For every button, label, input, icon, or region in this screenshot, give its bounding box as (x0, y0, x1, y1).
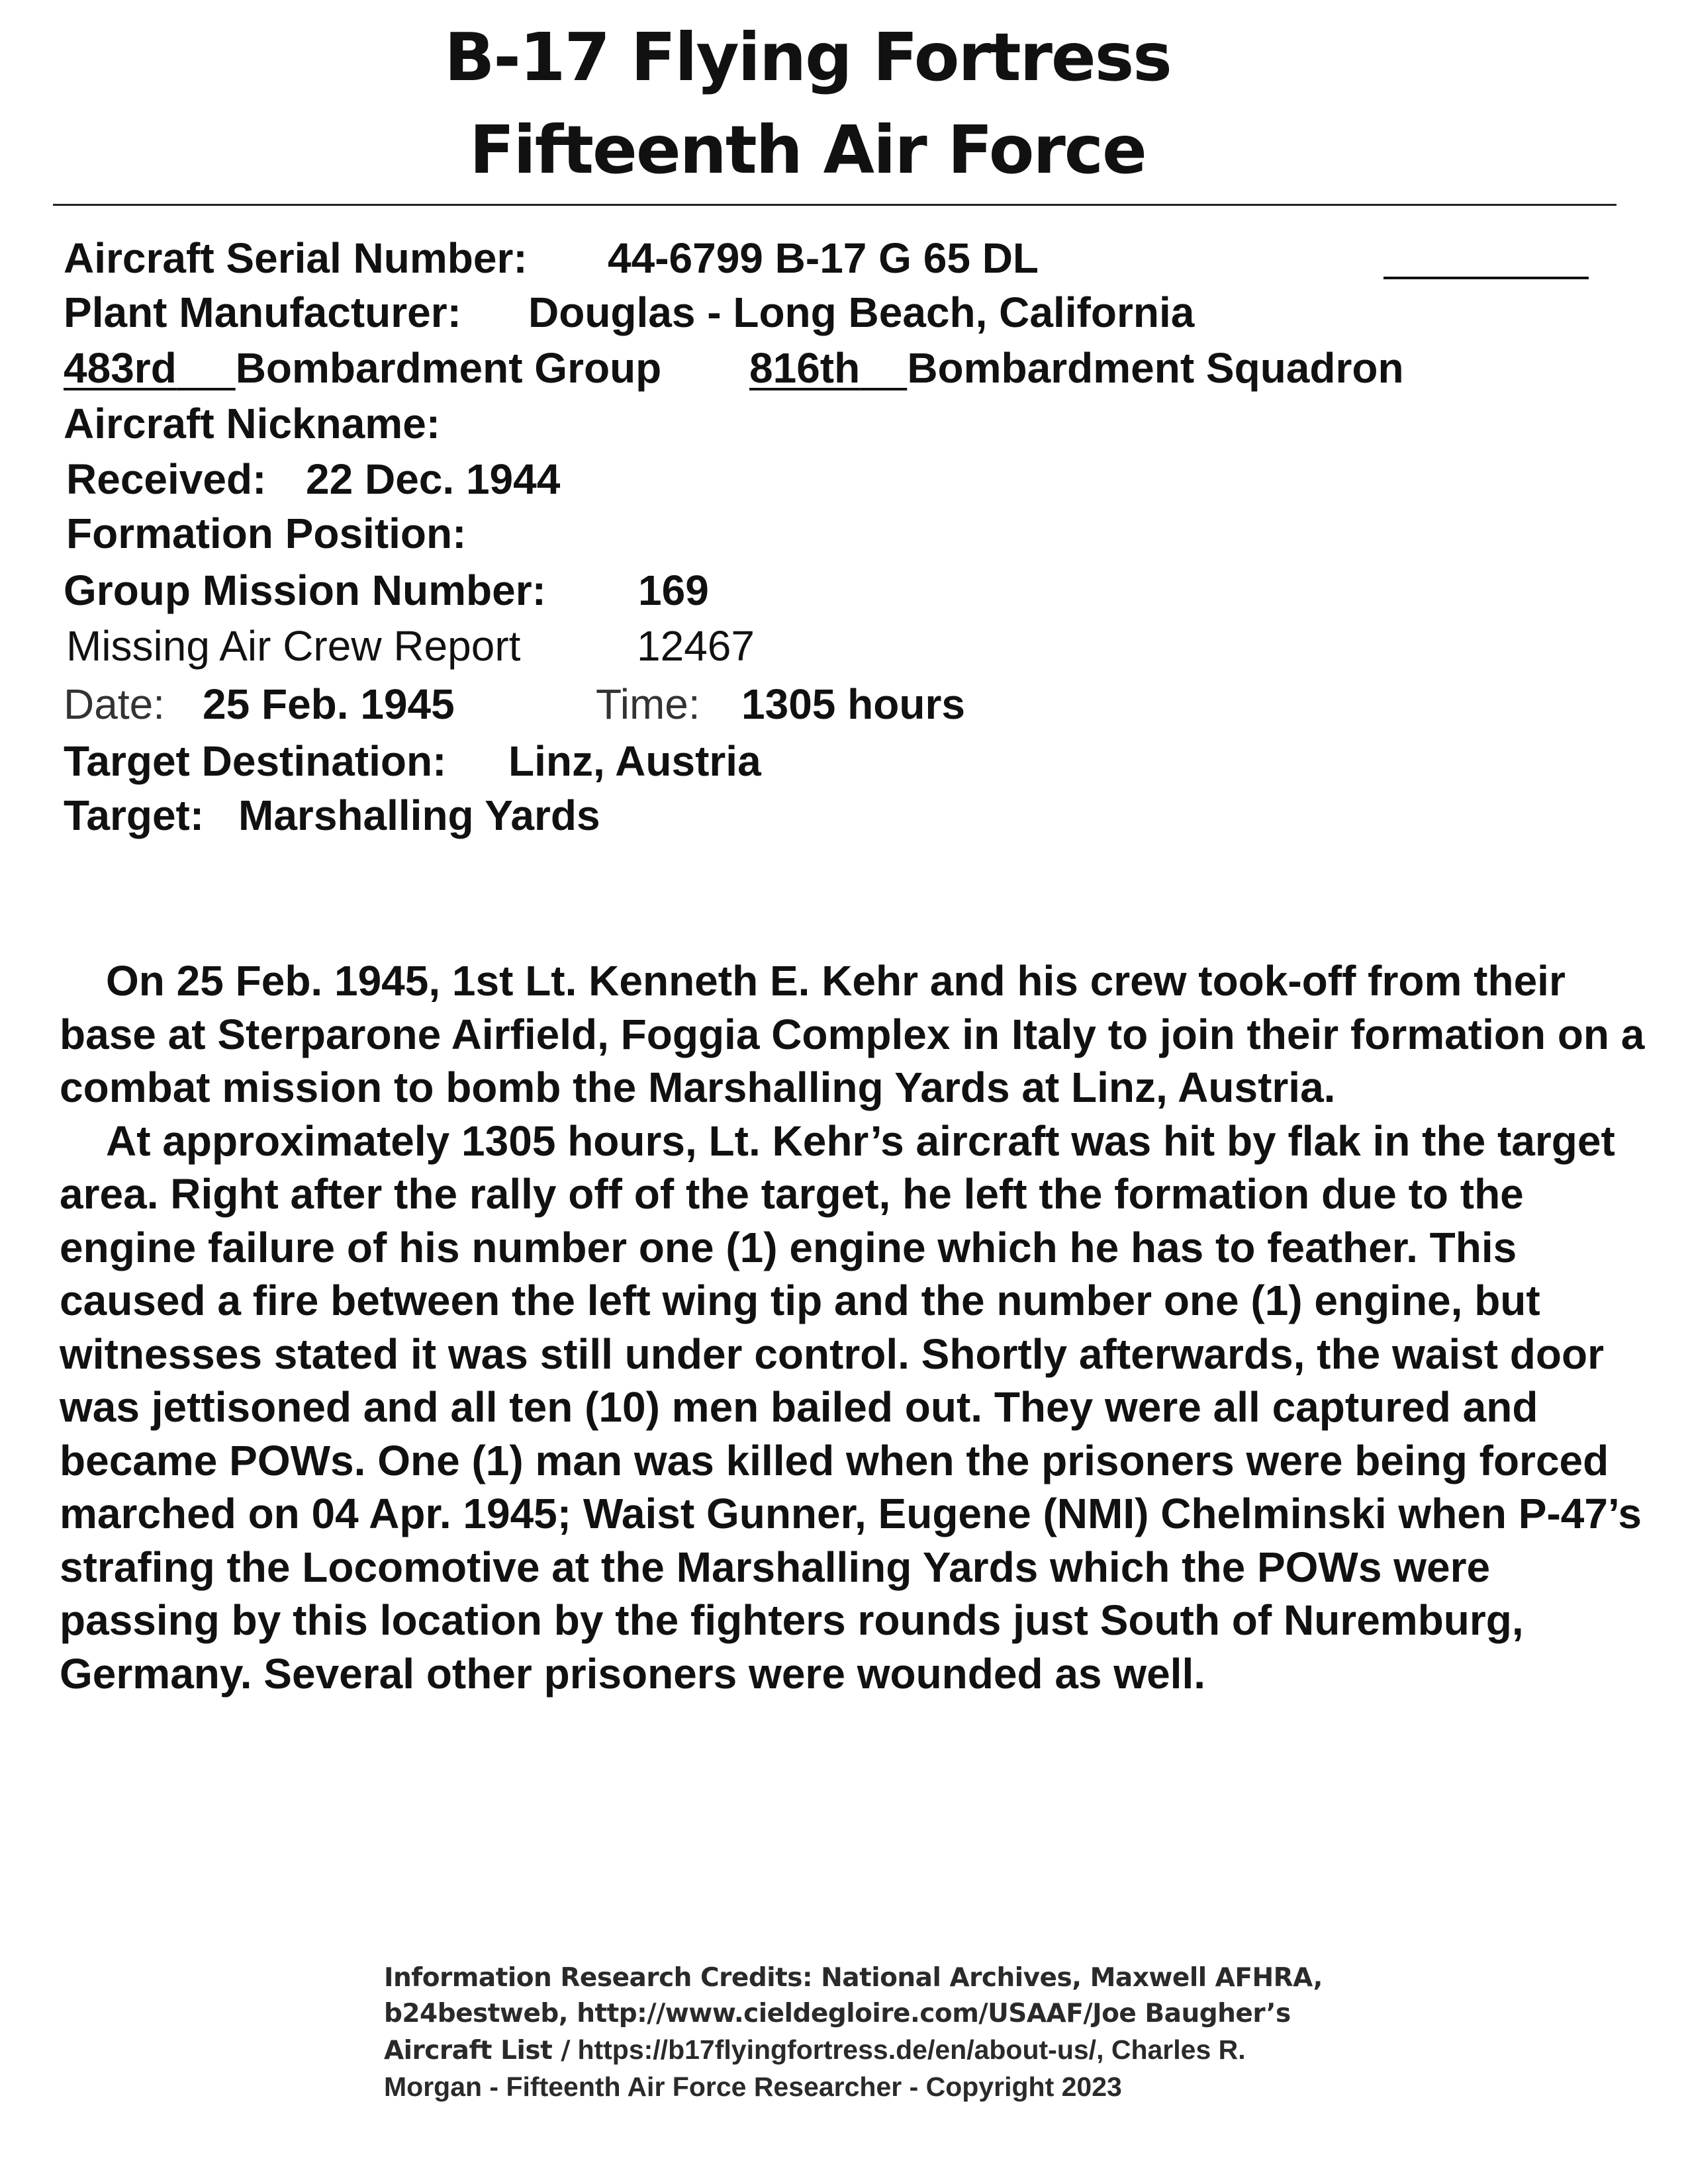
mission-number-row (64, 564, 709, 617)
serial-number-row (64, 232, 1039, 285)
squadron-number: 816th (749, 344, 861, 392)
serial-number-label: Aircraft Serial Number: (64, 234, 528, 282)
credits-line-3a: Aircraft List / (384, 2036, 571, 2066)
target-row (64, 789, 600, 842)
credits-line-4: Morgan - Fifteenth Air Force Researcher - Copyright 2023 (384, 2071, 1122, 2102)
destination-label: Target Destination: (64, 737, 447, 785)
group-number: 483rd (64, 344, 177, 392)
formation-row (66, 507, 466, 560)
date-label: Date: (64, 680, 165, 728)
squadron-label: Bombardment Squadron (907, 344, 1404, 392)
serial-blank-line (1383, 277, 1589, 279)
target-label: Target: (64, 792, 205, 839)
manufacturer-label: Plant Manufacturer: (64, 289, 461, 336)
destination-row (64, 735, 761, 788)
mission-number-label: Group Mission Number: (64, 567, 546, 614)
nickname-row (64, 397, 440, 450)
time-value: 1305 hours (741, 680, 965, 728)
received-label: Received: (66, 455, 267, 503)
group-number-fill (177, 344, 236, 392)
nickname-label: Aircraft Nickname: (64, 400, 441, 447)
credits-line-1: Information Research Credits: National Archives, Maxwell AFHRA, (384, 1963, 1323, 1993)
macr-row (66, 619, 755, 672)
date-value: 25 Feb. 1945 (203, 680, 455, 728)
group-squadron-row (64, 341, 1404, 394)
destination-value: Linz, Austria (508, 737, 761, 785)
credits-line-2: b24bestweb, http://www.cieldegloire.com/USAAF/Joe Baugher’s (384, 1999, 1291, 2028)
target-value: Marshalling Yards (238, 792, 600, 839)
macr-value: 12467 (637, 622, 755, 670)
narrative-paragraph-1: On 25 Feb. 1945, 1st Lt. Kenneth E. Kehr and his crew took-off from their base at Sterparone Airfield, Foggia Complex in Italy to join their formation on a combat mission to bomb the Marshalling Yards at Linz, Austria. (60, 957, 1645, 1111)
credits-line-3b: https://b17flyingfortress.de/en/about-us/, Charles R. (570, 2034, 1246, 2065)
narrative-body (60, 954, 1648, 1700)
page-title-line-2: Fifteenth Air Force (469, 111, 1146, 189)
squadron-number-fill (860, 344, 907, 392)
serial-number-value: 44-6799 B-17 G 65 DL (608, 234, 1039, 282)
manufacturer-value: Douglas - Long Beach, California (528, 289, 1195, 336)
research-credits (384, 1960, 1377, 2105)
title-divider (53, 204, 1617, 206)
formation-label: Formation Position: (66, 510, 467, 557)
date-time-row (64, 678, 965, 731)
page-title-line-1: B-17 Flying Fortress (444, 19, 1171, 96)
time-label: Time: (596, 680, 700, 728)
received-row (66, 453, 561, 506)
narrative-paragraph-2: At approximately 1305 hours, Lt. Kehr’s aircraft was hit by flak in the target area. Right after the rally off of the target, he left the formation due to the engine failure of his number one (1) engine which he has to feather. This caused a fire between the left wing tip and the number one (1) engine, but witnesses stated it was still under control. Shortly afterwards, the waist door was jettisoned and all ten (10) men bailed out. They were all captured and became POWs. One (1) man was killed when the prisoners were being forced marched on 04 Apr. 1945; Waist Gunner, Eugene (NMI) Chelminski when P-47’s strafing the Locomotive at the Marshalling Yards which the POWs were passing by this location by the fighters rounds just South of Nuremburg, Germany. Several other prisoners were wounded as well. (60, 1116, 1642, 1698)
received-value: 22 Dec. 1944 (306, 455, 561, 503)
manufacturer-row (64, 286, 1195, 339)
group-label: Bombardment Group (235, 344, 662, 392)
mission-number-value: 169 (638, 567, 709, 614)
credits-line-3 (384, 2032, 1377, 2069)
macr-label: Missing Air Crew Report (66, 622, 521, 670)
